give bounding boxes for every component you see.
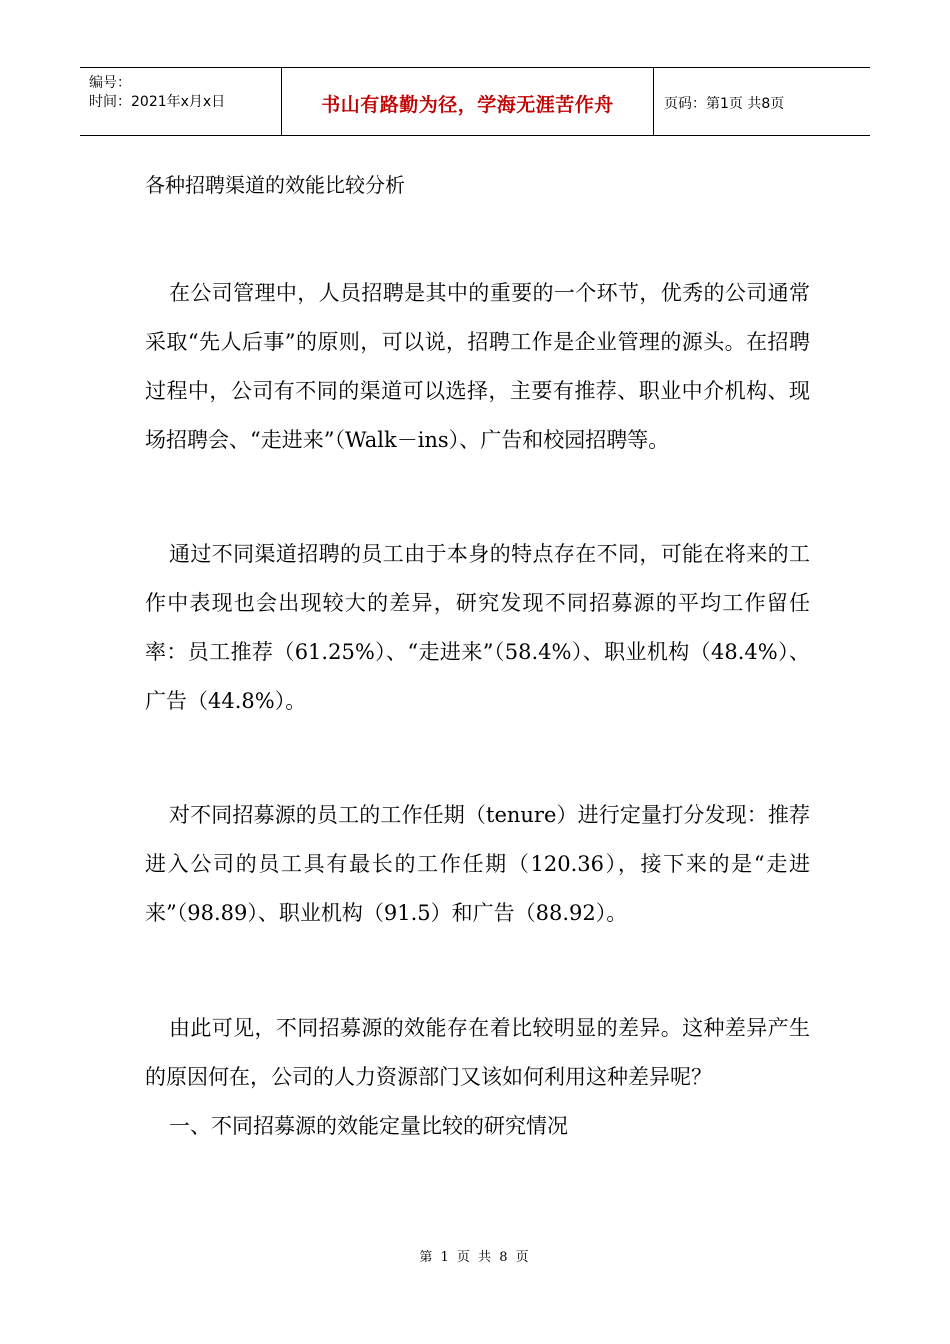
page-header <box>80 67 870 136</box>
header-motto-cell <box>282 68 654 135</box>
document-number-label: 编号： <box>89 75 131 91</box>
header-meta-cell <box>80 68 282 135</box>
paragraph-retention: 通过不同渠道招聘的员工由于本身的特点存在不同，可能在将来的工作中表现也会出现较大的差异，研究发现不同招募源的平均工作留任率：员工推荐（61.25%）、“走进来”（58.4%）、职业机构（48.4%）、广告（44.8%）。 <box>145 542 810 713</box>
header-page-number: 页码：第1页 共8页 <box>664 95 785 112</box>
section-heading: 一、不同招募源的效能定量比较的研究情况 <box>169 1114 568 1138</box>
document-title: 各种招聘渠道的效能比较分析 <box>145 173 405 197</box>
header-motto: 书山有路勤为径，学海无涯苦作舟 <box>321 94 614 116</box>
page-footer: 第 1 页 共 8 页 <box>419 1250 531 1265</box>
paragraph-conclusion: 由此可见，不同招募源的效能存在着比较明显的差异。这种差异产生的原因何在，公司的人力资源部门又该如何利用这种差异呢？ <box>145 1016 810 1089</box>
document-body <box>145 165 810 1151</box>
document-date-label: 时间：2021年x月x日 <box>89 94 226 110</box>
header-page-cell <box>654 68 870 135</box>
paragraph-intro: 在公司管理中，人员招聘是其中的重要的一个环节，优秀的公司通常采取“先人后事”的原则，可以说，招聘工作是企业管理的源头。在招聘过程中，公司有不同的渠道可以选择，主要有推荐、职业中介机构、现场招聘会、“走进来”（Walk－ins）、广告和校园招聘等。 <box>145 281 810 452</box>
paragraph-tenure: 对不同招募源的员工的工作任期（tenure）进行定量打分发现：推荐进入公司的员工具有最长的工作任期（120.36），接下来的是“走进来”（98.89）、职业机构（91.5）和广告（88.92）。 <box>145 803 810 925</box>
